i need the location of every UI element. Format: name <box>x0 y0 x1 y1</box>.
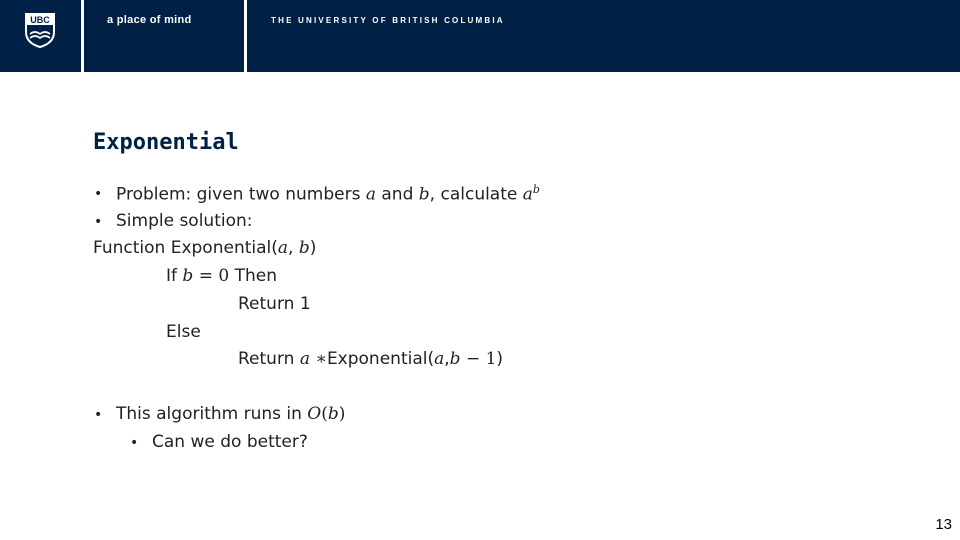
code-if-line: If b = 0 Then <box>166 266 277 286</box>
page-number: 13 <box>935 516 952 533</box>
logo-text: UBC <box>30 15 50 25</box>
bullet-icon: • <box>94 214 103 230</box>
slide-title: Exponential <box>93 130 239 155</box>
code-else-line: Else <box>166 322 201 342</box>
tagline: a place of mind <box>107 14 192 26</box>
bullet-simple-solution: Simple solution: <box>116 211 253 231</box>
header-divider <box>244 0 247 72</box>
header-bar <box>0 0 960 72</box>
sub-bullet-icon: • <box>130 435 139 451</box>
bullet-problem: Problem: given two numbers a and b, calculate $a^b$ <box>116 183 540 205</box>
sub-bullet-better: Can we do better? <box>152 432 308 452</box>
university-name: THE UNIVERSITY OF BRITISH COLUMBIA <box>271 16 505 25</box>
code-return-one: Return 1 <box>238 294 311 314</box>
code-return-recursive: Return a ∗Exponential(a,b − 1) <box>238 349 504 369</box>
bullet-runtime: This algorithm runs in O(b) <box>116 404 346 424</box>
bullet-icon: • <box>94 186 103 202</box>
bullet-icon: • <box>94 407 103 423</box>
ubc-crest-icon <box>24 12 56 48</box>
header-divider <box>81 0 84 72</box>
code-function-line: Function Exponential(a, b) <box>93 238 317 258</box>
